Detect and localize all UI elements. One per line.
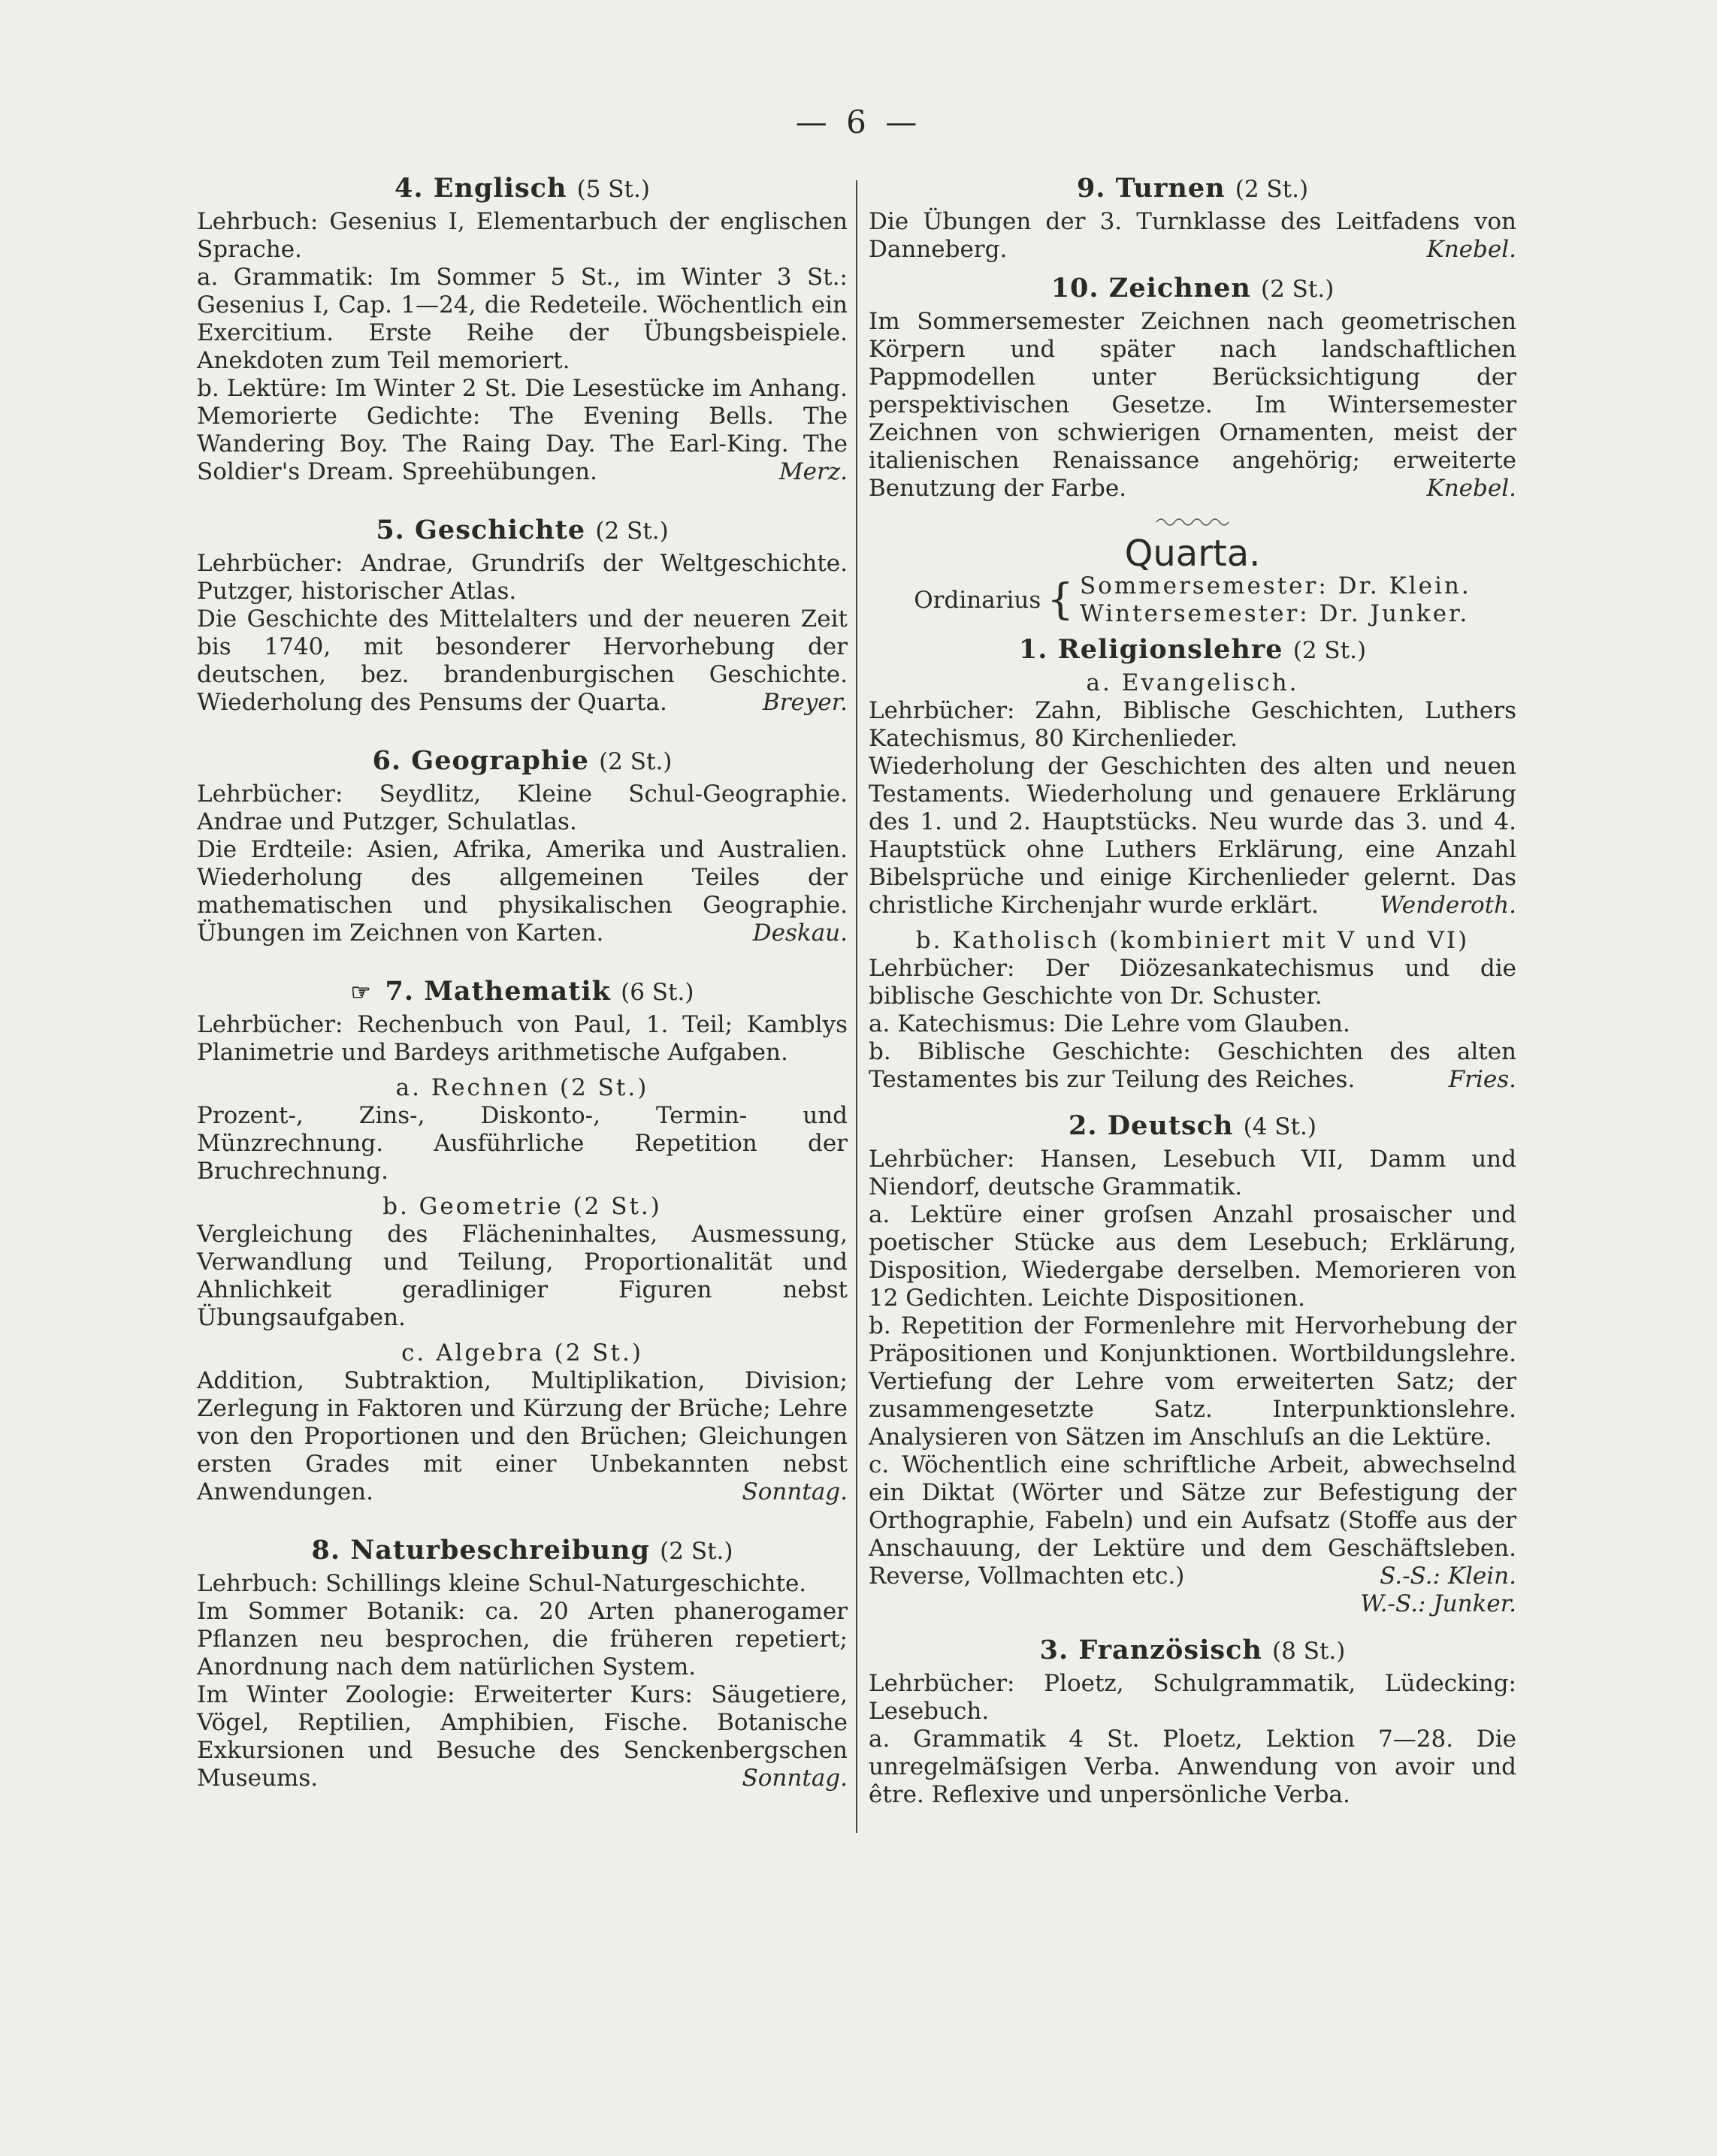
right-column	[869, 174, 1516, 1839]
paragraph: b. Lektüre: Im Winter 2 St. Die Lesestücke im Anhang. Memorierte Gedichte: The Evening Bells. The Wandering Boy. The Raing Day. The Earl-King. The Soldier's Dream. Spreehübungen. Merz.	[197, 375, 848, 485]
teacher-signature: Wenderoth.	[1380, 892, 1516, 919]
column-divider	[856, 180, 857, 1833]
ordinarius-block	[869, 572, 1516, 628]
teacher-signature: Sonntag.	[742, 1765, 848, 1792]
section-heading: 5. Geschichte (2 St.)	[376, 515, 669, 545]
paragraph: Vergleichung des Flächeninhaltes, Ausmessung, Verwandlung und Teilung, Proportionalität und Ahnlichkeit geradliniger Figuren nebst Übungsaufgaben.	[197, 1221, 848, 1331]
section-geschichte	[197, 516, 848, 717]
paragraph: Wiederholung der Geschichten des alten und neuen Testaments. Wiederholung und genauere Erklärung des 1. und 2. Hauptstücks. Neu wurde das 3. und 4. Hauptstück ohne Luthers Erklärung, eine Anzahl Bibelsprüche und einige Kirchenlieder gelernt. Das christliche Kirchenjahr wurde erklärt. Wenderoth.	[869, 753, 1516, 919]
paragraph: Lehrbücher: Der Diözesankatechismus und die biblische Geschichte von Dr. Schuster.	[869, 955, 1516, 1010]
paragraph: Lehrbuch: Gesenius I, Elementarbuch der englischen Sprache.	[197, 208, 848, 263]
pointing-hand-icon: ☞	[350, 980, 372, 1006]
left-column	[197, 174, 848, 1822]
paragraph: Addition, Subtraktion, Multiplikation, Division; Zerlegung in Faktoren und Kürzung der Brüche; Lehre von den Proportionen und den Brüchen; Gleichungen ersten Grades mit einer Unbekannten nebst Anwendungen. Sonntag.	[197, 1367, 848, 1505]
paragraph: Lehrbücher: Andrae, Grundriſs der Weltgeschichte. Putzger, historischer Atlas.	[197, 550, 848, 605]
paragraph: Im Winter Zoologie: Erweiterter Kurs: Säugetiere, Vögel, Reptilien, Amphibien, Fische. Botanische Exkursionen und Besuche des Senckenbergschen Museums. Sonntag.	[197, 1681, 848, 1792]
paragraph: Lehrbücher: Zahn, Biblische Geschichten, Luthers Katechismus, 80 Kirchenlieder.	[869, 697, 1516, 752]
teacher-signature: Breyer.	[762, 689, 848, 716]
subsection-title: b. Katholisch (kombiniert mit V und VI)	[915, 927, 1470, 954]
paragraph: Im Sommer Botanik: ca. 20 Arten phanerogamer Pflanzen neu besprochen, die früheren repetiert; Anordnung nach dem natürlichen System.	[197, 1598, 848, 1680]
section-naturbeschreibung	[197, 1536, 848, 1792]
paragraph: Lehrbücher: Rechenbuch von Paul, 1. Teil; Kamblys Planimetrie und Bardeys arithmetische Aufgaben.	[197, 1011, 848, 1066]
paragraph: a. Grammatik: Im Sommer 5 St., im Winter 3 St.: Gesenius I, Cap. 1—24, die Redeteile. Wöchentlich ein Exercitium. Erste Reihe der Übungsbeispiele. Anekdoten zum Teil memoriert.	[197, 264, 848, 374]
teacher-signature: Sonntag.	[742, 1478, 848, 1505]
subsection-title: b. Geometrie (2 St.)	[382, 1193, 662, 1220]
page-number: — 6 —	[795, 104, 922, 140]
paragraph: Die Übungen der 3. Turnklasse des Leitfadens von Danneberg. Knebel.	[869, 208, 1516, 263]
section-mathematik	[197, 977, 848, 1506]
paragraph: a. Grammatik 4 St. Ploetz, Lektion 7—28. Die unregelmäſsigen Verba. Anwendung von avoir und être. Reflexive und unpersönliche Verba.	[869, 1726, 1516, 1808]
teacher-signature: Merz.	[778, 458, 848, 485]
paragraph: Lehrbücher: Seydlitz, Kleine Schul-Geographie. Andrae und Putzger, Schulatlas.	[197, 781, 848, 835]
paragraph: Lehrbücher: Hansen, Lesebuch VII, Damm und Niendorf, deutsche Grammatik.	[869, 1146, 1516, 1200]
section-heading: 10. Zeichnen (2 St.)	[1050, 273, 1335, 303]
paragraph: Die Erdteile: Asien, Afrika, Amerika und Australien. Wiederholung des allgemeinen Teiles der mathematischen und physikalischen Geographie. Übungen im Zeichnen von Karten. Deskau.	[197, 836, 848, 947]
class-title: Quarta.	[1124, 533, 1261, 575]
section-franzoesisch	[869, 1636, 1516, 1809]
paragraph: Prozent-, Zins-, Diskonto-, Termin- und Münzrechnung. Ausführliche Repetition der Bruchrechnung.	[197, 1102, 848, 1185]
section-zeichnen	[869, 274, 1516, 503]
section-heading: ☞ 7. Mathematik (6 St.)	[350, 976, 694, 1007]
ordinarius-label: Ordinarius	[914, 586, 1041, 614]
paragraph: b. Biblische Geschichte: Geschichten des alten Testamentes bis zur Teilung des Reiches. Fries.	[869, 1038, 1516, 1093]
section-heading: 8. Naturbeschreibung (2 St.)	[311, 1535, 733, 1566]
section-heading: 3. Französisch (8 St.)	[1039, 1635, 1346, 1665]
section-heading: 1. Religionslehre (2 St.)	[1018, 634, 1367, 665]
section-geographie	[197, 747, 848, 947]
section-deutsch	[869, 1112, 1516, 1618]
teacher-signature: Fries.	[1448, 1066, 1516, 1093]
subsection-title: a. Evangelisch.	[1086, 669, 1299, 696]
teacher-signature: Deskau.	[752, 919, 848, 947]
brace-icon: {	[1047, 575, 1074, 624]
subsection-title: c. Algebra (2 St.)	[401, 1339, 643, 1366]
paragraph: b. Repetition der Formenlehre mit Hervorhebung der Präpositionen und Konjunktionen. Wortbildungslehre. Vertiefung der Lehre vom erweiterten Satz; der zusammengesetzte Satz. Interpunktionslehre. Analysieren von Sätzen im Anschluſs an die Lektüre.	[869, 1312, 1516, 1451]
teacher-signature: W.-S.: Junker.	[1360, 1590, 1516, 1617]
teacher-signature: Knebel.	[1426, 236, 1516, 263]
section-englisch	[197, 174, 848, 486]
section-turnen	[869, 174, 1516, 264]
paragraph: c. Wöchentlich eine schriftliche Arbeit, abwechselnd ein Diktat (Wörter und Sätze zur Befestigung der Orthographie, Fabeln) und ein Aufsatz (Stoffe aus der Anschauung, der Lektüre und dem Geschäftsleben. Reverse, Vollmachten etc.) S.-S.: Klein.	[869, 1451, 1516, 1590]
paragraph: Lehrbuch: Schillings kleine Schul-Naturgeschichte.	[197, 1570, 807, 1597]
paragraph: Im Sommersemester Zeichnen nach geometrischen Körpern und später nach landschaftlichen Pappmodellen unter Berücksichtigung der perspektivischen Gesetze. Im Wintersemester Zeichnen von schwierigen Ornamenten, meist der italienischen Renaissance angehörig; erweiterte Benutzung der Farbe. Knebel.	[869, 308, 1516, 502]
paragraph: Die Geschichte des Mittelalters und der neueren Zeit bis 1740, mit besonderer Hervorhebung der deutschen, bez. brandenburgischen Geschichte. Wiederholung des Pensums der Quarta. Breyer.	[197, 605, 848, 716]
decorative-rule	[869, 509, 1516, 530]
paragraph: Lehrbücher: Ploetz, Schulgrammatik, Lüdecking: Lesebuch.	[869, 1670, 1516, 1725]
ordinarius-names: Sommersemester: Dr. Klein. Wintersemester: Dr. Junker.	[1079, 572, 1471, 627]
teacher-signature: Knebel.	[1426, 475, 1516, 502]
subsection-title: a. Rechnen (2 St.)	[395, 1074, 649, 1101]
section-heading: 6. Geographie (2 St.)	[372, 745, 673, 776]
section-heading: 2. Deutsch (4 St.)	[1069, 1110, 1316, 1141]
paragraph: a. Lektüre einer groſsen Anzahl prosaischer und poetischer Stücke aus dem Lesebuch; Erklärung, Disposition, Wiedergabe derselben. Memorieren von 12 Gedichten. Leichte Dispositionen.	[869, 1201, 1516, 1312]
section-heading: 4. Englisch (5 St.)	[394, 173, 650, 204]
paragraph: a. Katechismus: Die Lehre vom Glauben.	[869, 1010, 1350, 1037]
section-heading: 9. Turnen (2 St.)	[1076, 173, 1309, 204]
section-religion	[869, 636, 1516, 1094]
teacher-signature: S.-S.: Klein.	[1380, 1563, 1516, 1590]
